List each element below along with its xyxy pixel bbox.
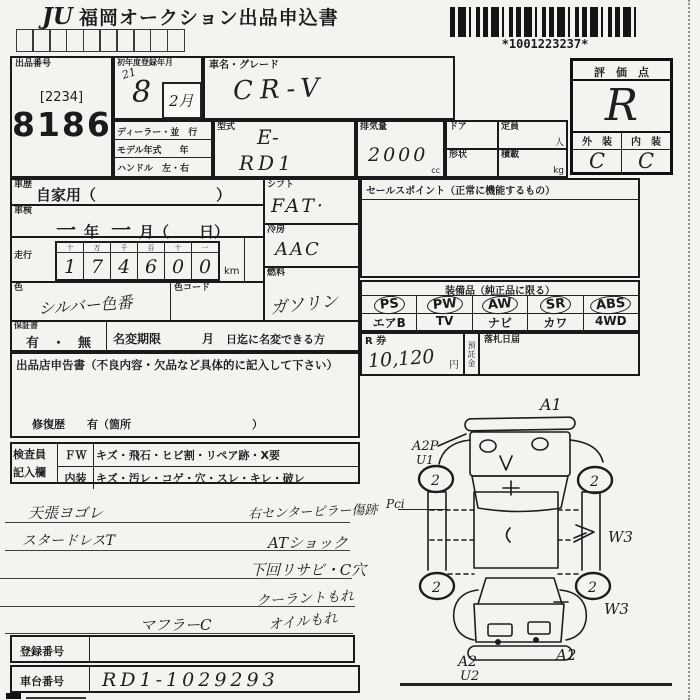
award-date-box <box>478 332 640 376</box>
color-label: 色 <box>14 283 24 293</box>
shaken-label: 車検 <box>14 206 33 216</box>
score-title: 評 価 点 <box>573 61 670 81</box>
car-name-label: 車名・グレード <box>209 60 279 71</box>
lot-number-box <box>10 56 113 178</box>
cooling-value: AAC <box>275 239 321 260</box>
chassis-number-box <box>10 665 360 693</box>
recycle-fee-box <box>360 332 465 376</box>
mileage-grid <box>55 241 220 281</box>
mileage-label: 走行 <box>14 251 33 261</box>
capacity-box <box>497 120 568 150</box>
equipment-box <box>360 280 640 332</box>
first-registration-note: 21 <box>120 65 138 82</box>
deposit-label: 預託金 <box>467 340 476 368</box>
mileage-digit: 4 <box>117 256 131 278</box>
shape-box <box>445 148 499 178</box>
registration-number-box <box>10 635 355 663</box>
lot-number-grid <box>17 29 185 52</box>
shaken-year-label: 年 <box>84 223 100 241</box>
barcode-text: *1001223237* <box>501 37 589 51</box>
diagram-a2-right: A2 <box>556 646 577 664</box>
mileage-digit: 6 <box>144 256 158 278</box>
diagram-wheel-rr: 2 <box>588 580 597 596</box>
note-muffler: マフラーC <box>140 616 212 634</box>
recycle-fee-unit: 円 <box>449 360 459 371</box>
color-value: シルバー色番 <box>37 292 134 319</box>
equip-leather: カワ <box>527 314 582 331</box>
equip-pw: PW <box>426 294 463 315</box>
note-pci: Pci <box>386 497 405 511</box>
chassis-number-label: 車台番号 <box>12 667 90 691</box>
name-change-month: 月 <box>201 332 214 346</box>
car-name-box <box>203 56 455 120</box>
sales-point-label: セールスポイント（正常に機能するもの） <box>362 180 638 200</box>
diagram-w3-mid: W3 <box>608 528 633 546</box>
handle-row: ハンドル 左・右 <box>117 164 190 174</box>
registration-number-label: 登録番号 <box>12 637 90 661</box>
name-change-note: 日迄に名変できる方 <box>226 333 325 346</box>
mileage-digit: 0 <box>198 256 212 278</box>
equip-aw: AW <box>481 294 518 315</box>
diagram-u2: U2 <box>460 669 480 682</box>
diagram-wheel-rl: 2 <box>432 580 441 596</box>
color-box <box>10 281 265 322</box>
inspector-row1-items: キズ・飛石・ヒビ割・リペア跡・X要 <box>96 449 281 462</box>
fuel-label: 燃料 <box>267 268 286 278</box>
equip-sr: SR <box>539 295 572 316</box>
first-registration-label: 初年度登録年月 <box>117 58 173 67</box>
barcode <box>450 7 640 37</box>
mileage-digit: 1 <box>63 256 77 278</box>
shaken-box <box>10 204 265 242</box>
displacement-box <box>356 120 445 178</box>
diagram-wheel-fr: 2 <box>590 474 599 490</box>
fuel-value: ガソリン <box>269 291 340 319</box>
mileage-header: 千 <box>111 243 137 253</box>
history-label: 車歴 <box>14 180 33 190</box>
fuel-box <box>263 266 360 322</box>
capacity-label: 定員 <box>501 122 520 132</box>
dealer-rows <box>113 120 213 178</box>
equip-abs: ABS <box>589 294 632 316</box>
door-box <box>445 120 499 150</box>
model-code-value: RD1 <box>239 151 295 175</box>
declaration-box <box>10 352 360 438</box>
diagram-a2p: A2P <box>412 439 439 454</box>
mileage-digit: 7 <box>90 256 104 278</box>
award-date-label: 落札日届 <box>484 335 521 345</box>
diagram-a1: A1 <box>540 395 562 414</box>
warranty-label: 保証書 <box>14 321 38 330</box>
displacement-unit: cc <box>431 166 440 175</box>
model-year-row: モデル年式 年 <box>115 140 211 158</box>
mileage-digit: 0 <box>171 256 185 278</box>
sales-point-box <box>360 178 640 278</box>
equip-tv: TV <box>416 314 471 331</box>
shift-value: FAT· <box>271 195 326 217</box>
cooling-box <box>263 223 360 268</box>
header <box>42 3 339 30</box>
page-title: 福岡オークション出品申込書 <box>78 7 339 29</box>
equip-navi: ナビ <box>472 314 527 331</box>
history-box <box>10 178 265 206</box>
diagram-w3-low: W3 <box>604 600 629 618</box>
model-code-label: 型式 <box>217 122 236 132</box>
shaken-year-dash: 一 <box>54 218 74 242</box>
dealer-row: ディーラー・並 行 <box>115 122 211 140</box>
diagram-u1: U1 <box>416 453 434 467</box>
note-right-pillar: 右センターピラー傷跡 <box>247 502 378 523</box>
name-change-label: 名変期限 <box>113 332 162 346</box>
mileage-header: 十 <box>57 243 83 253</box>
displacement-value: 2000 <box>368 144 429 166</box>
interior-label: 内 装 <box>631 137 661 148</box>
load-label: 積載 <box>501 150 520 160</box>
chassis-number-value: RD1-1029293 <box>102 669 279 691</box>
recycle-fee-value: 10,120 <box>367 345 436 373</box>
registration-number-value <box>90 637 353 661</box>
inspector-row1-head: ＦＷ <box>58 444 94 466</box>
scan-artifact-line <box>400 683 672 686</box>
displacement-label: 排気量 <box>360 122 388 132</box>
model-code-box <box>213 120 356 178</box>
shaken-month-dash: 一 <box>109 218 130 242</box>
page-edge-artifact <box>688 0 690 700</box>
note-studless: スタードレスT <box>22 533 115 549</box>
score-box <box>570 58 673 175</box>
mileage-header: 十 <box>165 243 191 253</box>
color-code-label: 色コード <box>174 283 211 293</box>
note-oil-leak: オイルもれ <box>267 610 339 634</box>
load-box <box>497 148 568 178</box>
lot-bracket: [2234] <box>39 89 84 105</box>
exterior-value: C <box>573 150 622 173</box>
lot-number-label: 出品番号 <box>15 59 52 69</box>
score-value: R <box>604 80 639 131</box>
equip-airbag: エアB <box>372 316 406 330</box>
mileage-unit: km <box>224 266 240 277</box>
inspector-row2-items: キズ・汚レ・コゲ・穴・スレ・キレ・破レ <box>96 472 305 485</box>
interior-value: C <box>637 149 655 173</box>
mileage-header: 一 <box>192 243 218 253</box>
note-coolant: クーラントもれ <box>255 588 355 610</box>
load-unit: kg <box>553 166 564 176</box>
shape-label: 形状 <box>449 150 468 160</box>
inspector-label-top: 検査員 <box>13 448 46 461</box>
inspector-table <box>10 442 360 484</box>
mileage-header: 百 <box>138 243 164 253</box>
model-code-prefix: E- <box>257 125 279 149</box>
note-underbody: 下回リサビ・C穴 <box>250 561 367 579</box>
ju-logo: JU <box>42 3 73 30</box>
first-registration-month: 2月 <box>169 92 194 110</box>
first-registration-box <box>113 56 203 120</box>
declaration-title: 出品店申告書（不良内容・欠品など具体的に記入して下さい） <box>16 358 338 372</box>
note-at-shock: ATショック <box>268 534 348 552</box>
recycle-fee-label: R 券 <box>365 336 387 347</box>
diagram-a2-left: A2 <box>458 654 478 670</box>
mileage-box <box>10 236 265 283</box>
history-value: 自家用（ ） <box>36 186 232 204</box>
cooling-label: 冷房 <box>267 225 286 235</box>
warranty-row <box>10 320 360 352</box>
shift-label: シフト <box>267 180 295 190</box>
shaken-month-label: 月（ 日） <box>139 223 230 241</box>
note-headliner: 天張ヨゴレ <box>28 504 104 522</box>
equip-4wd: 4WD <box>583 314 638 331</box>
inspector-row2-head: 内装 <box>58 467 94 489</box>
first-registration-year: 8 <box>132 75 152 110</box>
capacity-unit: 人 <box>554 138 564 148</box>
diagram-wheel-fl: 2 <box>431 473 440 489</box>
first-registration-month-box <box>162 82 202 119</box>
inspector-label-bottom: 記入欄 <box>13 465 46 479</box>
shift-box <box>263 178 360 225</box>
repair-history-line: 修復歴 有（箇所 ） <box>32 418 263 431</box>
warranty-value: 有 ・ 無 <box>26 336 92 351</box>
scan-artifact-mark <box>6 693 21 699</box>
lot-number: 8186 <box>12 104 112 144</box>
equipment-title: 装備品（純正品に限る） <box>362 282 638 296</box>
equip-ps: PS <box>373 295 405 316</box>
exterior-label: 外 装 <box>573 133 622 149</box>
mileage-header: 万 <box>84 243 110 253</box>
car-name-value: CR-V <box>232 73 327 107</box>
scan-artifact-smudge <box>26 697 86 699</box>
door-label: ドア <box>449 122 467 132</box>
car-damage-diagram <box>408 392 673 682</box>
